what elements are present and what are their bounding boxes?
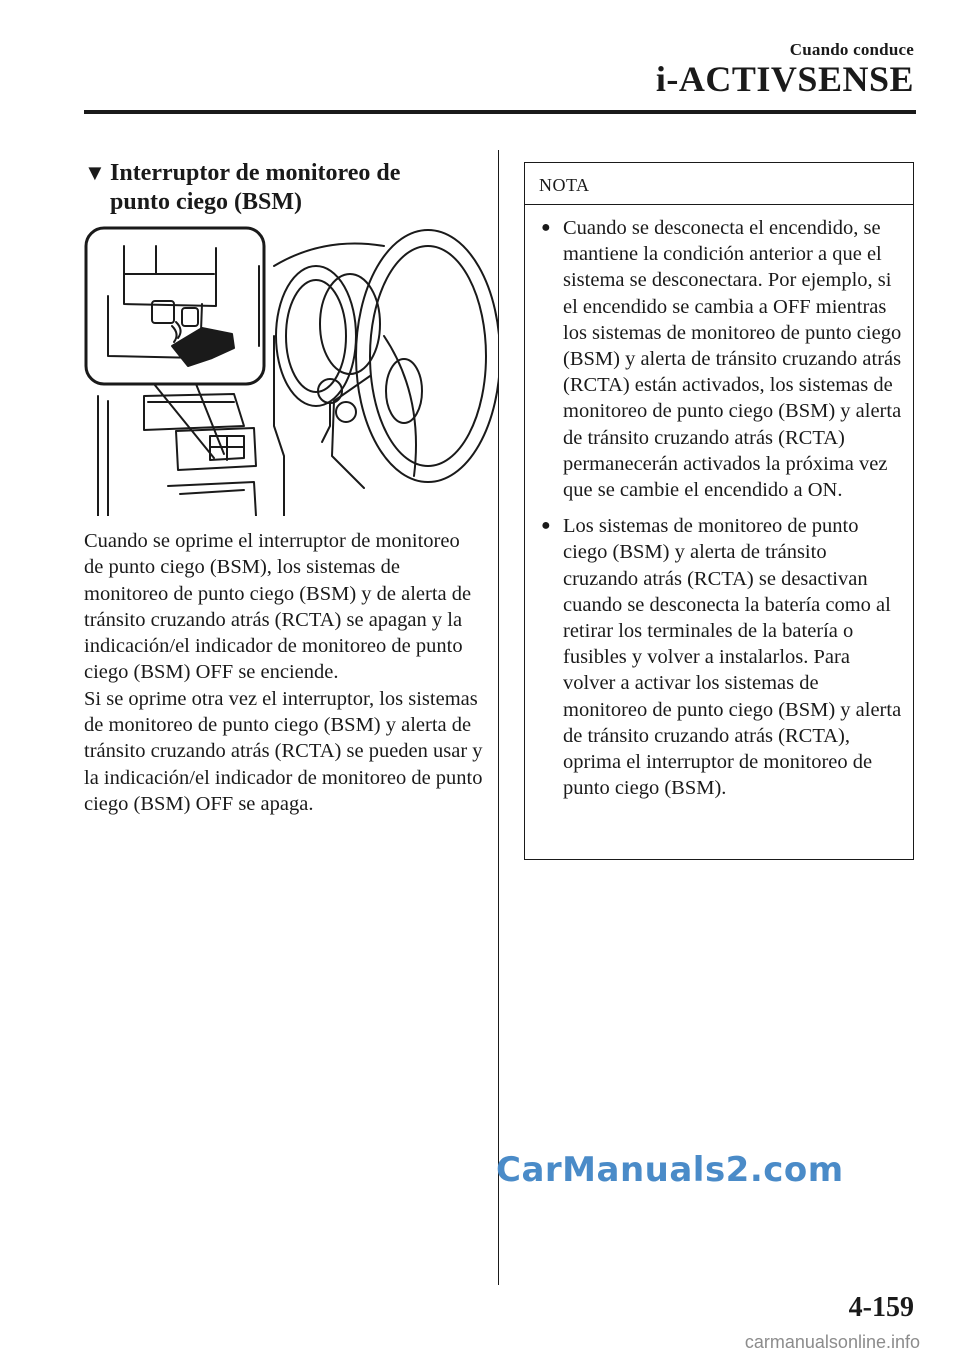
- note-item: [539, 513, 905, 801]
- section-heading-line1: Interruptor de monitoreo de: [110, 160, 401, 186]
- bullet-icon: ●: [541, 219, 551, 236]
- bsm-switch-illustration: [84, 226, 498, 516]
- section-heading-line2: punto ciego (BSM): [110, 189, 302, 215]
- body-text: [84, 528, 484, 817]
- header-title: i-ACTIVSENSE: [655, 59, 914, 99]
- body-paragraph: Cuando se oprime el interruptor de monitoreo de punto ciego (BSM), los sistemas de monitoreo de punto ciego (BSM) y de alerta de tránsito cruzando atrás (RCTA) se apagan y la indicación/el indicador de monitoreo de punto ciego (BSM) OFF se enciende.: [84, 530, 472, 684]
- watermark-link[interactable]: CarManuals2.com: [496, 1150, 844, 1190]
- note-box: [524, 162, 914, 860]
- triangle-marker-icon: ▼: [84, 160, 106, 185]
- column-divider: [498, 150, 499, 1285]
- note-item: [539, 215, 905, 503]
- body-paragraph: Si se oprime otra vez el interruptor, los sistemas de monitoreo de punto ciego (BSM) y alerta de tránsito cruzando atrás (RCTA) se pueden usar y la indicación/el indicador de monitoreo de punto ciego (BSM) OFF se apaga.: [84, 687, 483, 815]
- bullet-icon: ●: [541, 517, 551, 535]
- note-item-text: Los sistemas de monitoreo de punto ciego (BSM) y alerta de tránsito cruzando atrás (RCTA) se desactivan cuando se desconecta la batería como al retirar los terminales de la batería o fusibles y volver a instalarlos. Para volver a activar los sistemas de monitoreo de punto ciego (BSM) y alerta de tránsito cruzando atrás (RCTA), oprima el interruptor de monitoreo de punto ciego (BSM).: [563, 515, 902, 800]
- note-list: [525, 205, 913, 801]
- page-number: 4-159: [848, 1292, 914, 1323]
- section-heading: [84, 158, 484, 217]
- note-item-text: Cuando se desconecta el encendido, se mantiene la condición anterior a que el sistema se desconectara. Por ejemplo, si el encendido se cambia a OFF mientras los sistemas de monitoreo de punto ciego (BSM) y alerta de tránsito cruzando atrás (RCTA) están activados, los sistemas de monitoreo de punto ciego (BSM) y alerta de tránsito cruzando atrás (RCTA) permanecerán activados la próxima vez que se cambie el encendido a ON.: [563, 217, 902, 502]
- header-subtitle: Cuando conduce: [789, 40, 914, 59]
- header-rule: [84, 110, 916, 114]
- footer-site-link[interactable]: carmanualsonline.info: [744, 1332, 920, 1352]
- note-title: NOTA: [525, 163, 913, 205]
